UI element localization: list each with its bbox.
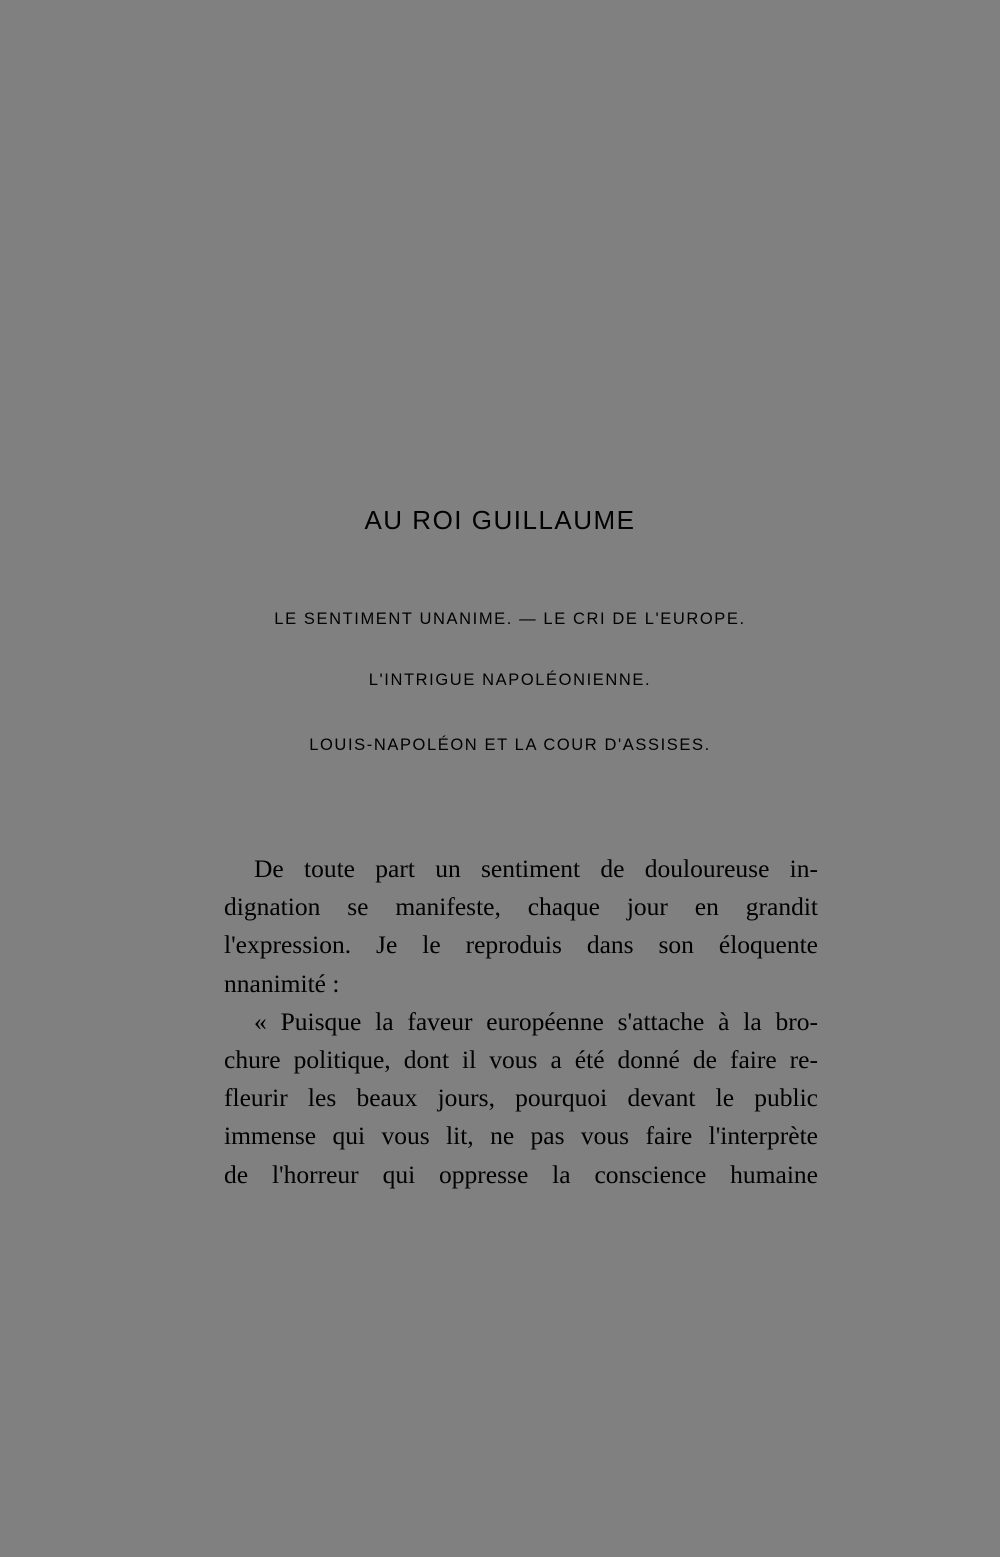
body-line: fleurir les beaux jours, pourquoi devant le public (224, 1083, 818, 1113)
body-line: de l'horreur qui oppresse la conscience humaine (224, 1159, 818, 1189)
chapter-summary-line-1: LE SENTIMENT UNANIME. — LE CRI DE L'EUROPE. (274, 610, 746, 628)
body-line: « Puisque la faveur européenne s'attache à la bro- (254, 1006, 818, 1036)
chapter-summary-line-3: LOUIS-NAPOLÉON ET LA COUR D'ASSISES. (309, 736, 711, 754)
chapter-title: AU ROI GUILLAUME (364, 505, 636, 535)
body-line: nnanimité : (224, 968, 340, 998)
body-line: immense qui vous lit, ne pas vous faire l'interprète (224, 1121, 818, 1151)
body-line: l'expression. Je le reproduis dans son éloquente (224, 930, 818, 960)
body-line: chure politique, dont il vous a été donné de faire re- (224, 1044, 818, 1074)
chapter-summary-line-2: L'INTRIGUE NAPOLÉONIENNE. (368, 671, 652, 689)
body-line: De toute part un sentiment de douloureuse in- (254, 854, 818, 883)
body-line: dignation se manifeste, chaque jour en grandit (224, 892, 818, 922)
body-text (224, 850, 818, 1194)
